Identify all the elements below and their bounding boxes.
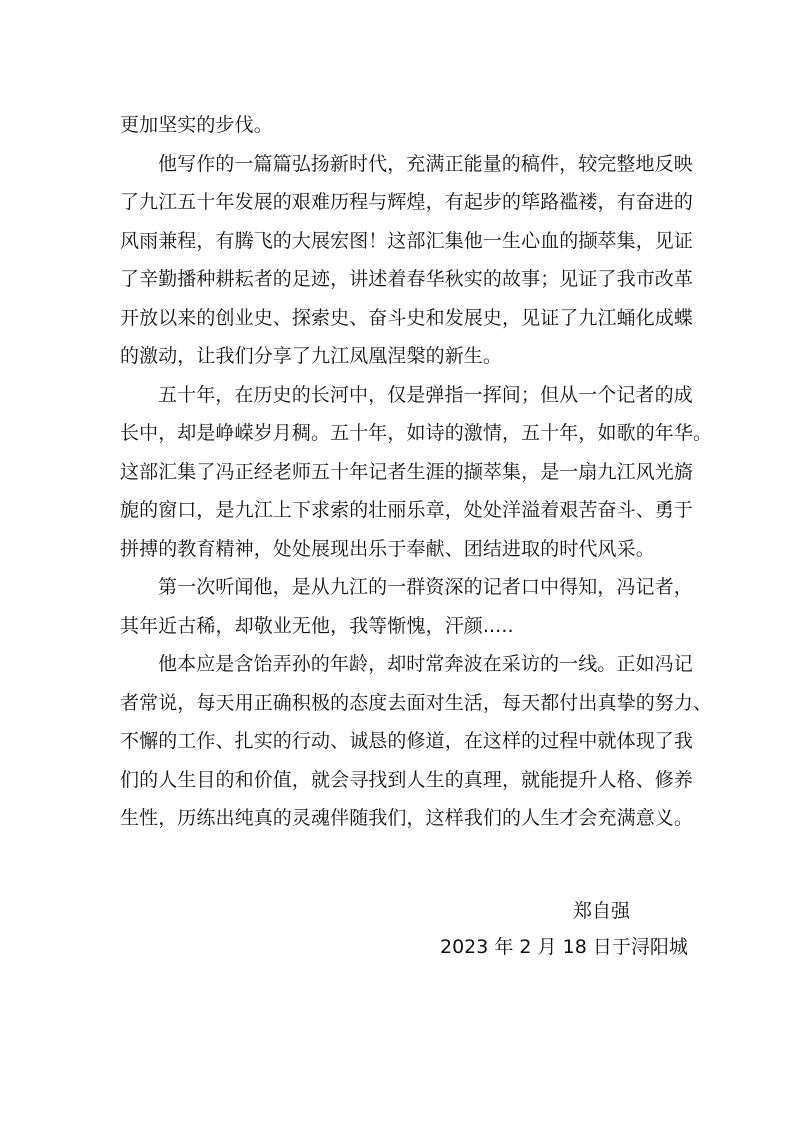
signature-name: 郑自强 [573, 900, 631, 922]
body-text [120, 106, 713, 838]
signature-date: 2023 年 2 月 18 日于浔阳城 [440, 936, 688, 958]
text-line: 者常说，每天用正确积极的态度去面对生活，每天都付出真挚的努力、 [120, 691, 713, 714]
text-line: 不懈的工作、扎实的行动、诚恳的修道，在这样的过程中就体现了我 [120, 730, 694, 752]
text-line: 的激动，让我们分享了九江凤凰涅槃的新生。 [120, 345, 503, 367]
text-line: 旎的窗口，是九江上下求索的壮丽乐章，处处洋溢着艰苦奋斗、勇于 [120, 499, 694, 521]
text-line: 风雨兼程，有腾飞的大展宏图！这部汇集他一生心血的撷萃集，见证 [120, 229, 694, 252]
text-line: 了辛勤播种耕耘者的足迹，讲述着春华秋实的故事；见证了我市改革 [120, 268, 694, 290]
text-line: 这部汇集了冯正经老师五十年记者生涯的撷萃集，是一扇九江风光旖 [120, 460, 694, 483]
text-line: 开放以来的创业史、探索史、奋斗史和发展史，见证了九江蛹化成蝶 [120, 306, 694, 329]
text-line: 其年近古稀，却敬业无他，我等惭愧，汗颜..... [120, 614, 514, 637]
text-line: 们的人生目的和价值，就会寻找到人生的真理，就能提升人格、修养 [120, 768, 694, 791]
text-line: 长中，却是峥嵘岁月稠。五十年，如诗的激情，五十年，如歌的年华。 [120, 422, 713, 444]
text-line: 第一次听闻他，是从九江的一群资深的记者口中得知，冯记者， [158, 576, 693, 598]
text-line: 他本应是含饴弄孙的年龄，却时常奔波在采访的一线。正如冯记 [158, 653, 693, 675]
text-line: 生性，历练出纯真的灵魂伴随我们，这样我们的人生才会充满意义。 [120, 807, 694, 829]
text-line: 了九江五十年发展的艰难历程与辉煌，有起步的筚路褴褛，有奋进的 [120, 191, 694, 213]
text-line: 拼搏的教育精神，处处展现出乐于奉献、团结进取的时代风采。 [120, 537, 655, 560]
text-line: 他写作的一篇篇弘扬新时代，充满正能量的稿件，较完整地反映 [158, 152, 693, 175]
text-line: 更加坚实的步伐。 [120, 114, 273, 136]
text-line: 五十年，在历史的长河中，仅是弹指一挥间；但从一个记者的成 [158, 383, 693, 406]
